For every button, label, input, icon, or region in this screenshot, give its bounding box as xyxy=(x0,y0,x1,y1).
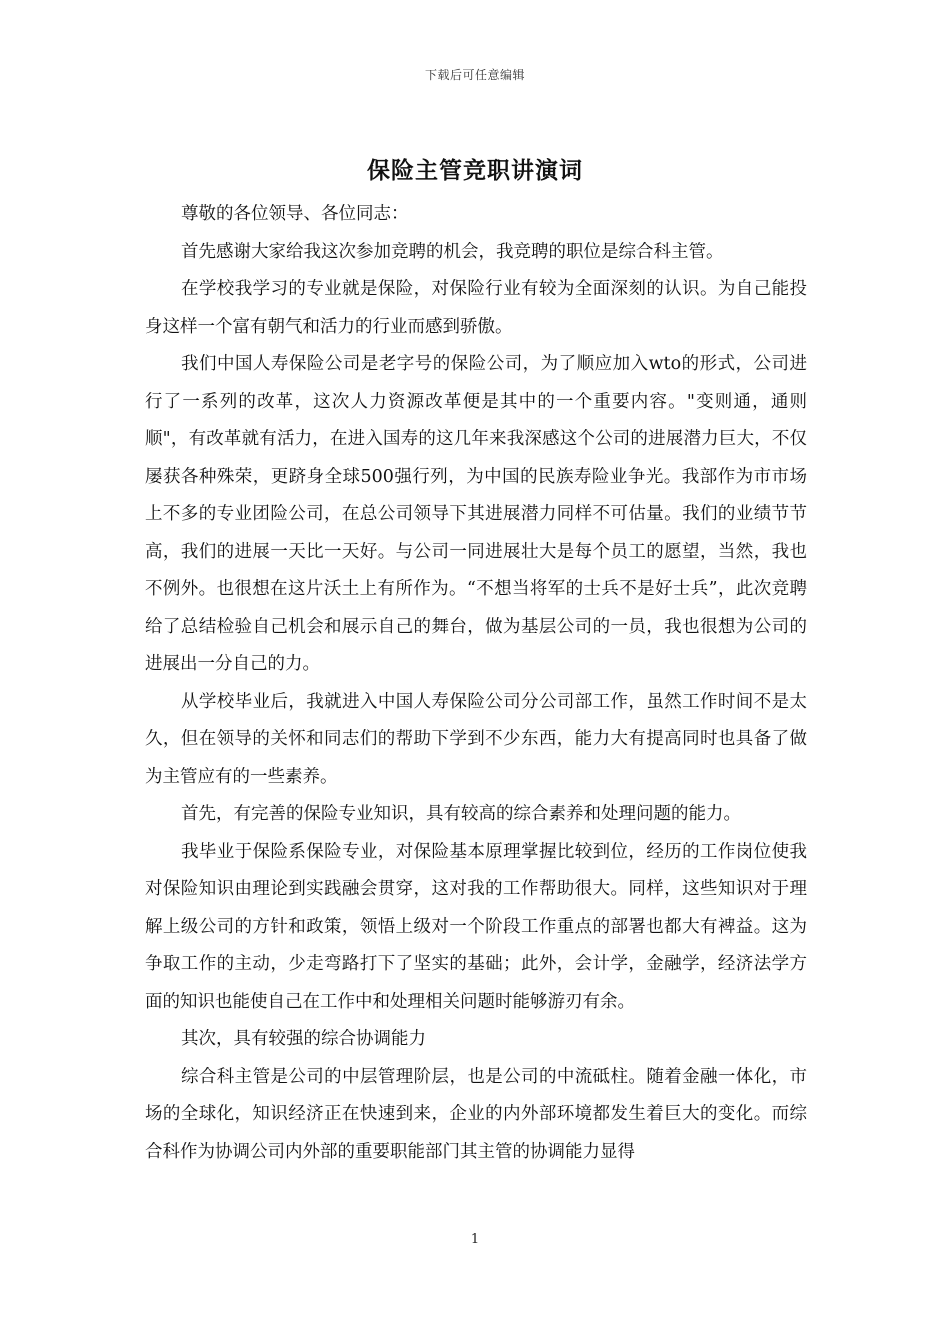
paragraph: 我毕业于保险系保险专业，对保险基本原理掌握比较到位，经历的工作岗位使我对保险知识由理论到实践融会贯穿，这对我的工作帮助很大。同样，这些知识对于理解上级公司的方针和政策，领悟上级对一个阶段工作重点的部署也都大有裨益。这为争取工作的主动，少走弯路打下了坚实的基础；此外，会计学，金融学，经济法学方面的知识也能使自己在工作中和处理相关问题时能够游刃有余。 xyxy=(145,841,807,1012)
page-number: 1 xyxy=(470,1232,480,1247)
paragraph: 首先，有完善的保险专业知识，具有较高的综合素养和处理问题的能力。 xyxy=(181,804,741,824)
document-body xyxy=(145,196,807,1171)
paragraph-salutation: 尊敬的各位领导、各位同志： xyxy=(181,204,409,224)
paragraph: 我们中国人寿保险公司是老字号的保险公司，为了顺应加入wto的形式，公司进行了一系列的改革，这次人力资源改革便是其中的一个重要内容。"变则通，通则顺"，有改革就有活力，在进入国寿的这几年来我深感这个公司的进展潜力巨大，不仅屡获各种殊荣，更跻身全球500强行列，为中国的民族寿险业争光。我部作为市市场上不多的专业团险公司，在总公司领导下其进展潜力同样不可估量。我们的业绩节节高，我们的进展一天比一天好。与公司一同进展壮大是每个员工的愿望，当然，我也不例外。也很想在这片沃土上有所作为。“不想当将军的士兵不是好士兵”，此次竞聘给了总结检验自己机会和展示自己的舞台，做为基层公司的一员，我也很想为公司的进展出一分自己的力。 xyxy=(145,354,807,674)
paragraph: 综合科主管是公司的中层管理阶层，也是公司的中流砥柱。随着金融一体化，市场的全球化，知识经济正在快速到来，企业的内外部环境都发生着巨大的变化。而综合科作为协调公司内外部的重要职能部门其主管的协调能力显得 xyxy=(145,1066,807,1162)
document-title: 保险主管竞职讲演词 xyxy=(367,157,583,184)
paragraph: 首先感谢大家给我这次参加竞聘的机会，我竞聘的职位是综合科主管。 xyxy=(181,241,724,262)
paragraph: 在学校我学习的专业就是保险，对保险行业有较为全面深刻的认识。为自己能投身这样一个富有朝气和活力的行业而感到骄傲。 xyxy=(145,279,807,337)
paragraph: 其次，具有较强的综合协调能力 xyxy=(181,1029,426,1049)
paragraph: 从学校毕业后，我就进入中国人寿保险公司分公司部工作，虽然工作时间不是太久，但在领导的关怀和同志们的帮助下学到不少东西，能力大有提高同时也具备了做为主管应有的一些素养。 xyxy=(145,691,807,787)
page-header-note: 下载后可任意编辑 xyxy=(424,68,525,82)
